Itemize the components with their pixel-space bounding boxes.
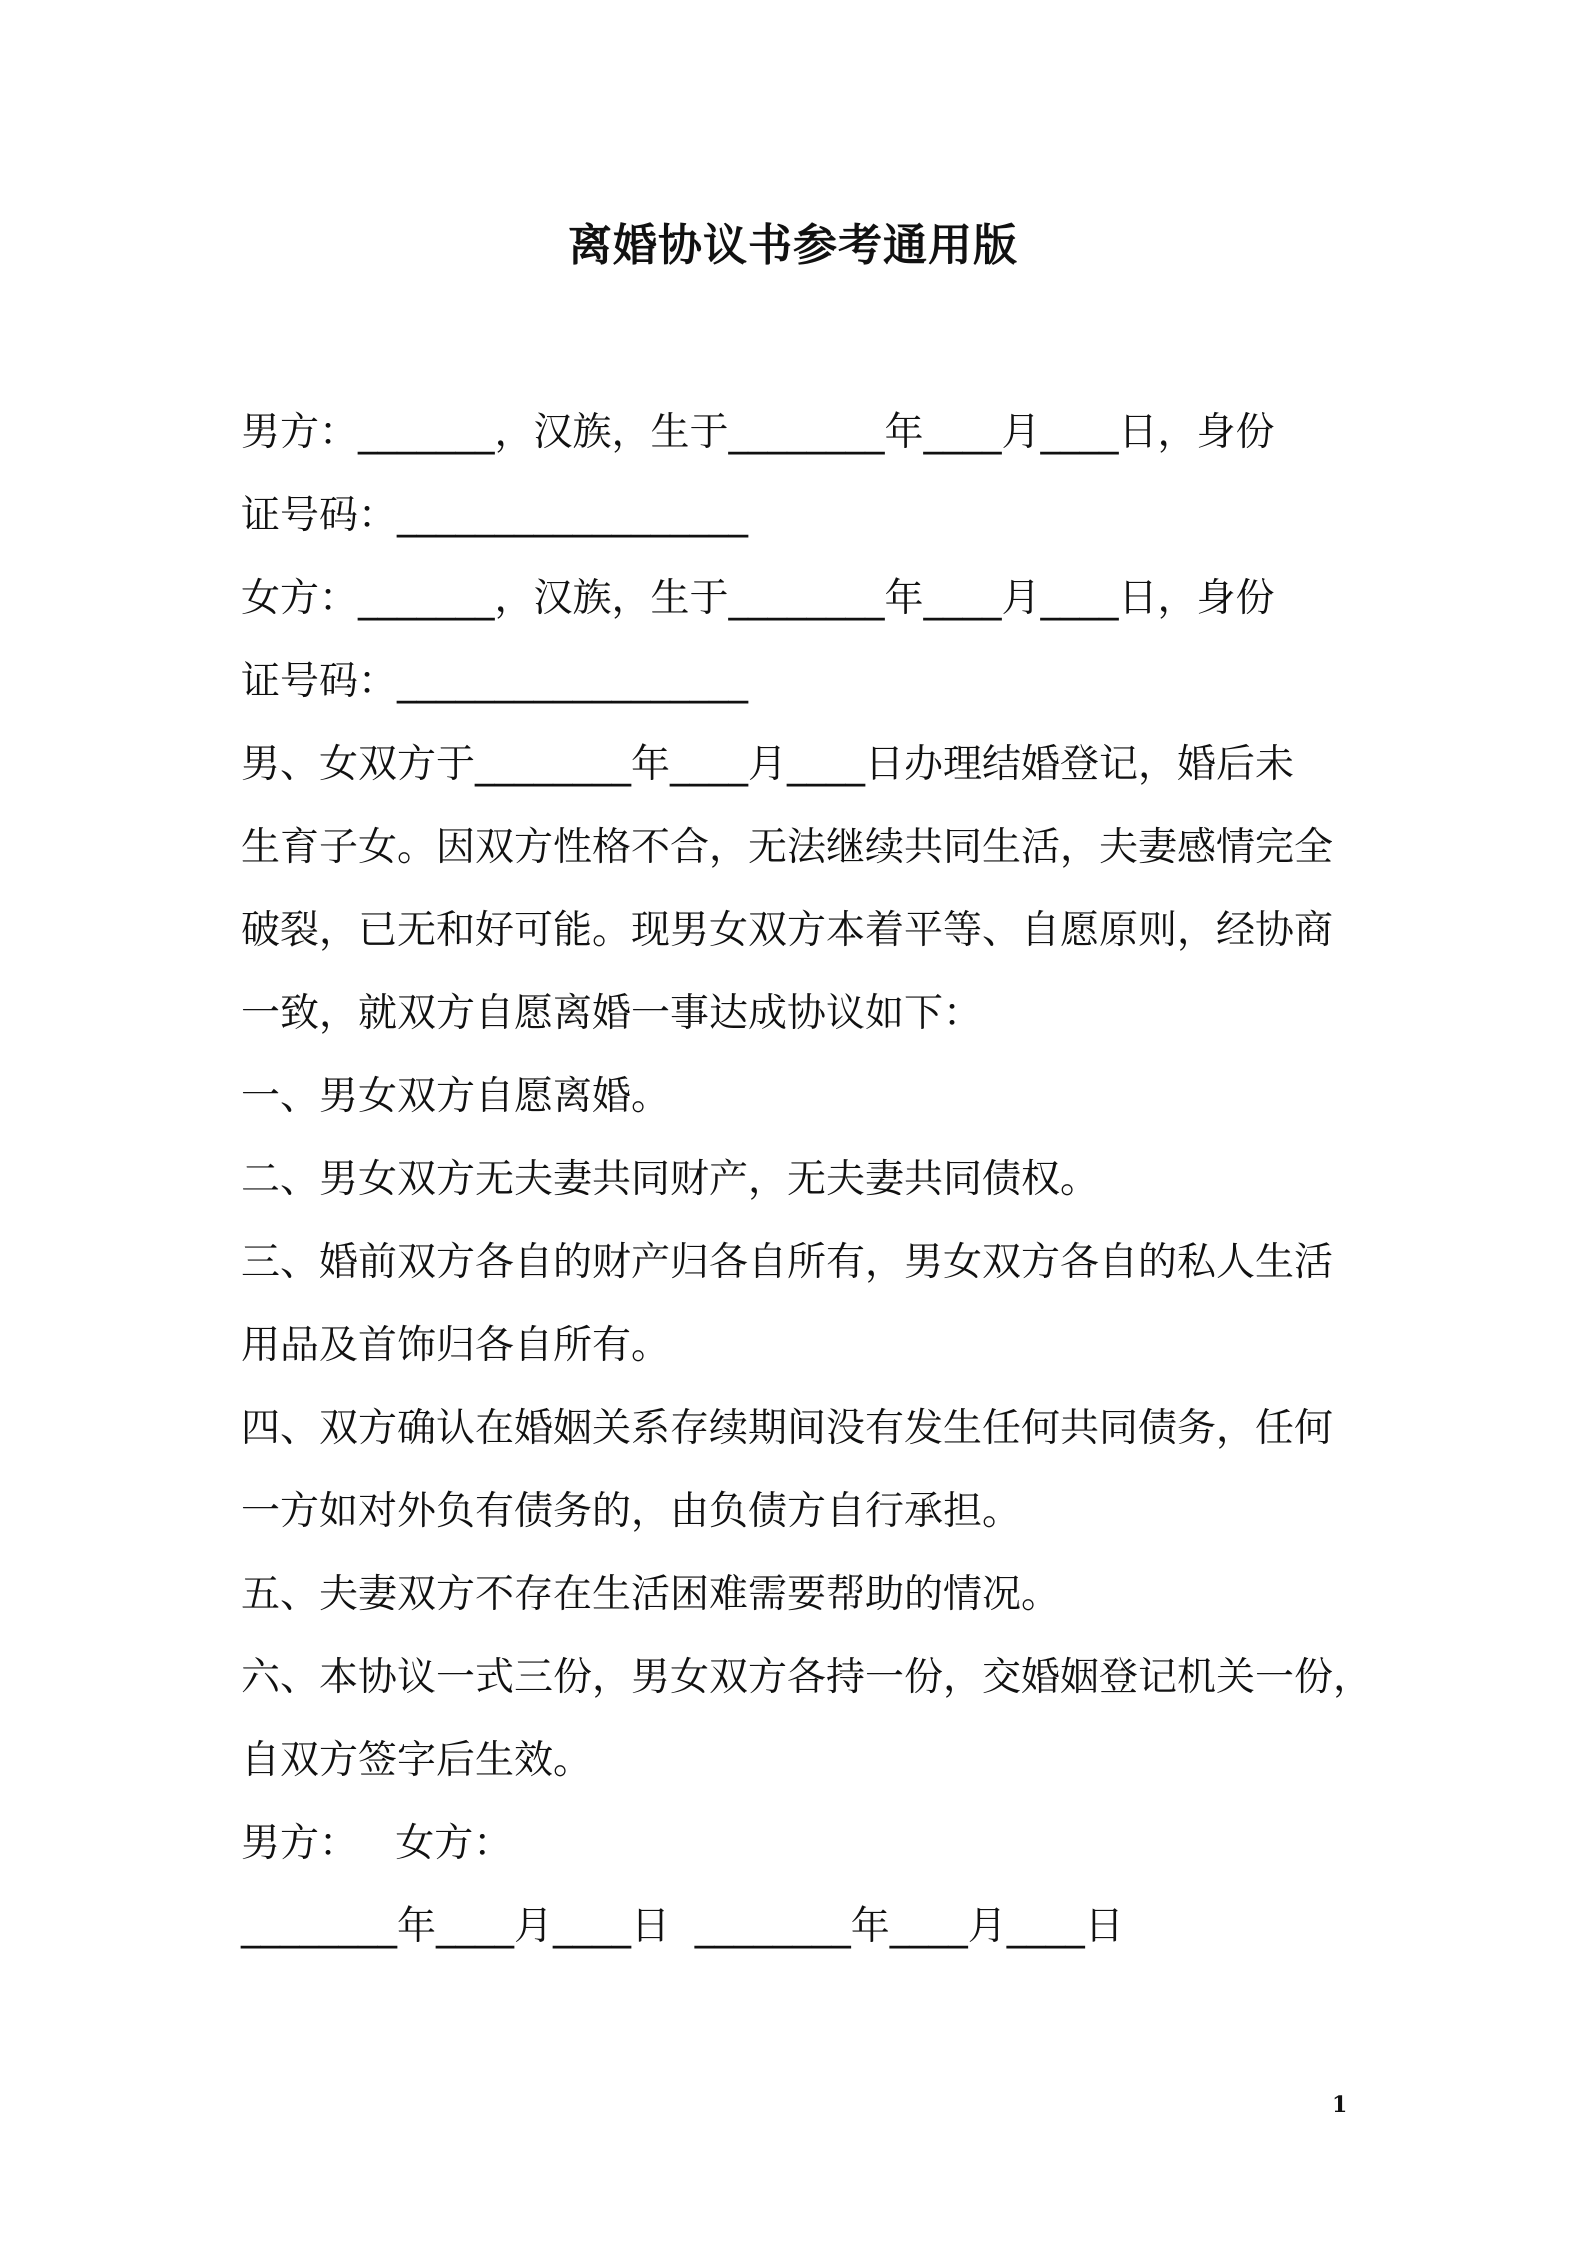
clause-5: 五、夫妻双方不存在生活困难需要帮助的情况。	[241, 1572, 1061, 1617]
marriage-registration-line: 男、女双方于________年____月____日办理结婚登记，婚后未	[241, 742, 1295, 787]
clause-4: 四、双方确认在婚姻关系存续期间没有发生任何共同债务，任何	[241, 1406, 1334, 1451]
clause-6: 六、本协议一式三份，男女双方各持一份，交婚姻登记机关一份，	[241, 1655, 1373, 1700]
intro-paragraph-line: 破裂，已无和好可能。现男女双方本着平等、自愿原则，经协商	[241, 908, 1334, 953]
intro-paragraph-line: 一致，就双方自愿离婚一事达成协议如下：	[241, 991, 983, 1036]
clause-4-continued: 一方如对外负有债务的，由负债方自行承担。	[241, 1489, 1022, 1534]
signature-dates-line: ________年____月____日 ________年____月____日	[241, 1904, 1124, 1949]
female-id-number-line: 证号码：__________________	[241, 659, 749, 704]
intro-paragraph-line: 生育子女。因双方性格不合，无法继续共同生活，夫妻感情完全	[241, 825, 1334, 870]
clause-6-continued: 自双方签字后生效。	[241, 1738, 593, 1783]
female-party-line: 女方：_______，汉族，生于________年____月____日，身份	[241, 576, 1275, 621]
page-number: 1	[1332, 2092, 1348, 2118]
clause-2: 二、男女双方无夫妻共同财产，无夫妻共同债权。	[241, 1157, 1100, 1202]
signature-parties-line: 男方： 女方：	[241, 1821, 513, 1866]
male-party-line: 男方：_______，汉族，生于________年____月____日，身份	[241, 410, 1275, 455]
clause-1: 一、男女双方自愿离婚。	[241, 1074, 671, 1119]
male-id-number-line: 证号码：__________________	[241, 493, 749, 538]
document-title: 离婚协议书参考通用版	[568, 220, 1018, 271]
clause-3: 三、婚前双方各自的财产归各自所有，男女双方各自的私人生活	[241, 1240, 1334, 1285]
clause-3-continued: 用品及首饰归各自所有。	[241, 1323, 671, 1368]
